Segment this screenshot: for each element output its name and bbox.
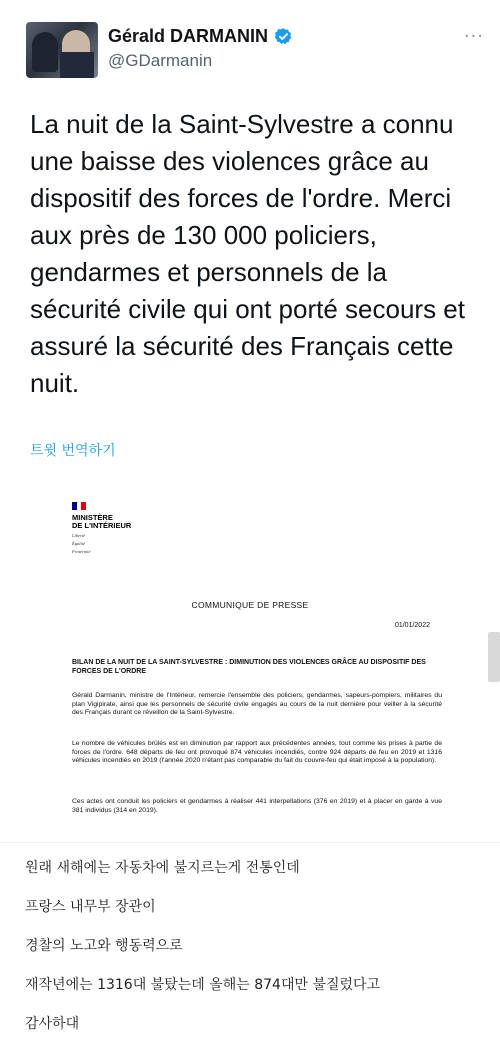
press-release-date: 01/01/2022 (394, 622, 430, 629)
author-name-row (108, 26, 293, 47)
press-release-paragraph: Gérald Darmanin, ministre de l'Intérieur, remercie l'ensemble des policiers, gendarmes, sapeurs-pompiers, militaires du plan Vigipirate, ainsi que les personnels de sécurité civile engagés au cours de la nuit dernière pour veiller à la sécurité des Français durant ce réveillon de la Saint-Sylvestre. (72, 692, 442, 717)
post-caption (0, 842, 500, 1056)
logo-line-1: MINISTÈRE (72, 513, 113, 522)
tweet-text: La nuit de la Saint-Sylvestre a connu une baisse des violences grâce au dispositif des forces de l'ordre. Merci aux près de 130 000 policiers, gendarmes et personnels de la sécurité civile qui ont porté secours et assuré la sécurité des Français cette nuit. (30, 109, 465, 398)
verified-badge-icon (274, 27, 293, 46)
ministry-logo (72, 502, 152, 554)
press-release-title: BILAN DE LA NUIT DE LA SAINT-SYLVESTRE : DIMINUTION DES VIOLENCES GRÂCE AU DISPOSITIF DES FORCES DE L'ORDRE (72, 659, 426, 675)
caption-line: 경찰의 노고와 행동력으로 (25, 938, 183, 954)
caption-line: 감사하대 (25, 1016, 80, 1032)
press-release-heading: COMMUNIQUE DE PRESSE (191, 600, 309, 610)
press-release-image (0, 482, 500, 842)
press-release-paragraph: Le nombre de véhicules brûlés est en diminution par rapport aux précédentes années, tout comme les prises à partie de forces de l'ordre. 648 départs de feu ont provoqué 874 véhicules incendiés, contre 924 départs de feu en 2019 et 1316 véhicules incendiés en 2019 (l'année 2020 n'étant pas comparable du fait du couvre-feu qui était imposé à la population). (72, 740, 442, 765)
author-handle[interactable]: @GDarmanin (108, 51, 213, 70)
french-flag-icon (72, 502, 86, 510)
avatar[interactable] (26, 22, 98, 78)
caption-line: 재작년에는 1316대 불탔는데 올해는 874대만 불질렀다고 (25, 977, 381, 993)
caption-line: 프랑스 내무부 장관이 (25, 899, 156, 915)
press-release-paragraph: Ces actes ont conduit les policiers et gendarmes à réaliser 441 interpellations (376 en 2019) et à placer en garde à vue 381 individus (314 en 2019). (72, 798, 442, 814)
translate-tweet-link[interactable]: 트윗 번역하기 (30, 443, 116, 459)
motto-line-1: Liberté (72, 533, 85, 538)
logo-line-2: DE L'INTÉRIEUR (72, 521, 132, 530)
caption-line: 원래 새해에는 자동차에 불지르는게 전통인데 (25, 860, 300, 876)
author-name[interactable]: Gérald DARMANIN (108, 26, 269, 46)
tweet-header (26, 22, 486, 78)
more-options-icon[interactable]: ··· (463, 26, 484, 47)
motto-line-3: Fraternité (72, 549, 91, 554)
tweet (0, 0, 500, 482)
motto-line-2: Égalité (72, 541, 85, 546)
scrollbar-thumb[interactable] (488, 632, 500, 682)
